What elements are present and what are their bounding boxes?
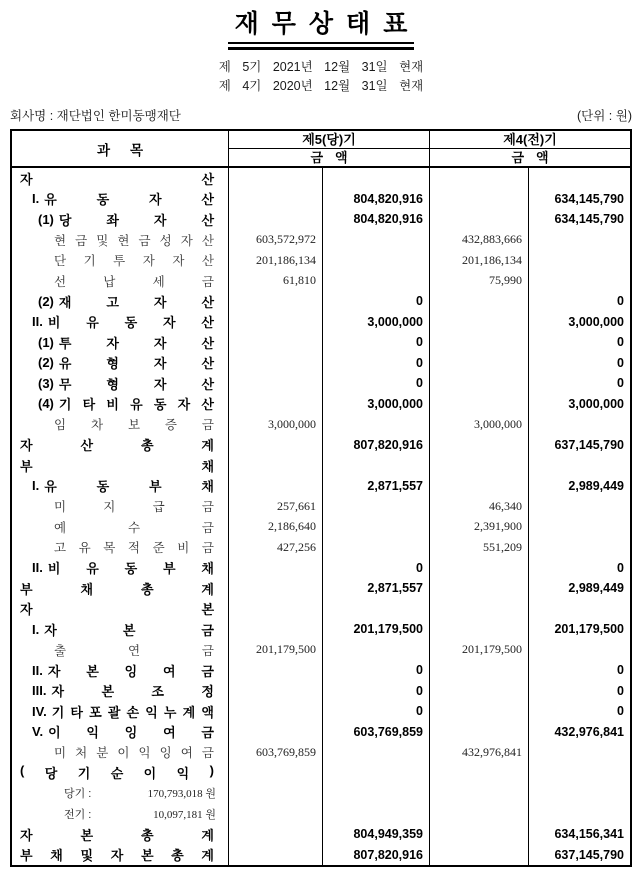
col-header-account (12, 131, 228, 166)
col-header-account-label: 과목 (96, 142, 164, 158)
account-name: 선 납 세 금 (54, 274, 214, 289)
account-name: 부 채 (20, 458, 214, 474)
value-cell-period4-detail (429, 455, 528, 476)
value-cell-period5-total: 804,820,916 (322, 209, 429, 230)
account-name: 고 유 목 적 준 비 금 (54, 541, 214, 556)
value-cell-period5-total (322, 804, 429, 825)
value-cell-period4-detail (429, 619, 528, 640)
value-cell-period5-detail: 603,769,859 (228, 742, 322, 763)
value-cell-period4-total: 0 (528, 681, 630, 702)
value-cell-period4-total: 637,145,790 (528, 435, 630, 456)
account-name: ( 당 기 순 이 익 ) (20, 763, 214, 782)
account-label (12, 660, 228, 681)
value-cell-period4-detail: 3,000,000 (429, 414, 528, 435)
value-cell-period4-detail (429, 804, 528, 825)
table-row (12, 558, 630, 579)
value-cell-period5-detail (228, 701, 322, 722)
value-cell-period5-total: 807,820,916 (322, 435, 429, 456)
account-label (12, 599, 228, 620)
value-cell-period5-detail (228, 373, 322, 394)
table-row (12, 517, 630, 538)
note-label: 전기 : (64, 808, 92, 821)
table-row (12, 353, 630, 374)
value-cell-period4-total (528, 763, 630, 784)
value-cell-period5-total (322, 599, 429, 620)
account-name: 유 동 자 산 (44, 192, 214, 208)
value-cell-period5-total: 0 (322, 660, 429, 681)
value-cell-period4-detail: 46,340 (429, 496, 528, 517)
table-row (12, 496, 630, 517)
value-cell-period5-detail (228, 209, 322, 230)
value-cell-period4-detail (429, 209, 528, 230)
table-row (12, 681, 630, 702)
value-cell-period5-total (322, 783, 429, 804)
value-cell-period5-total: 3,000,000 (322, 394, 429, 415)
value-cell-period4-total: 0 (528, 291, 630, 312)
value-cell-period4-detail (429, 722, 528, 743)
account-name: 자 본 금 (44, 622, 214, 638)
account-prefix: (4) (38, 396, 54, 412)
value-cell-period4-detail (429, 824, 528, 845)
account-label (12, 640, 228, 661)
account-prefix: (1) (38, 211, 54, 227)
table-row (12, 435, 630, 456)
account-label (12, 619, 228, 640)
value-cell-period4-detail (429, 312, 528, 333)
account-label (12, 455, 228, 476)
value-cell-period4-total: 3,000,000 (528, 312, 630, 333)
table-row (12, 332, 630, 353)
account-name: 예 수 금 (54, 520, 214, 535)
title-underline (228, 42, 414, 50)
value-cell-period5-detail (228, 476, 322, 497)
account-label (12, 414, 228, 435)
value-cell-period4-total: 432,976,841 (528, 722, 630, 743)
value-cell-period5-total: 2,871,557 (322, 578, 429, 599)
value-cell-period5-detail: 427,256 (228, 537, 322, 558)
value-cell-period5-total: 0 (322, 332, 429, 353)
account-prefix: II. (32, 560, 43, 576)
value-cell-period5-detail: 201,186,134 (228, 250, 322, 271)
net-income-note (12, 804, 228, 825)
value-cell-period4-detail (429, 332, 528, 353)
value-cell-period4-total: 0 (528, 701, 630, 722)
table-row (12, 619, 630, 640)
value-cell-period5-total (322, 742, 429, 763)
account-name: 비 유 동 부 채 (47, 561, 214, 577)
value-cell-period5-total (322, 250, 429, 271)
account-name: 유 동 부 채 (44, 479, 214, 495)
value-cell-period5-detail (228, 189, 322, 210)
account-name: 기 타 비 유 동 자 산 (58, 397, 214, 413)
account-name: 비 유 동 자 산 (47, 315, 214, 331)
value-cell-period4-total (528, 804, 630, 825)
value-cell-period4-detail: 432,883,666 (429, 230, 528, 251)
account-name: 미 지 급 금 (54, 500, 214, 515)
table-row (12, 373, 630, 394)
value-cell-period5-total (322, 640, 429, 661)
value-cell-period5-detail: 257,661 (228, 496, 322, 517)
table-row (12, 189, 630, 210)
value-cell-period5-detail: 603,572,972 (228, 230, 322, 251)
value-cell-period4-total (528, 783, 630, 804)
value-cell-period5-detail (228, 558, 322, 579)
value-cell-period4-total: 634,145,790 (528, 209, 630, 230)
account-label (12, 476, 228, 497)
account-name: 자 본 총 계 (20, 827, 214, 843)
value-cell-period4-total: 634,156,341 (528, 824, 630, 845)
account-label (12, 373, 228, 394)
value-cell-period5-total (322, 537, 429, 558)
value-cell-period5-detail (228, 763, 322, 784)
value-cell-period4-detail (429, 373, 528, 394)
value-cell-period5-total (322, 763, 429, 784)
value-cell-period4-total: 0 (528, 353, 630, 374)
value-cell-period5-total (322, 271, 429, 292)
account-label (12, 394, 228, 415)
account-label (12, 168, 228, 189)
account-name: 단 기 투 자 자 산 (54, 254, 214, 269)
table-row (12, 742, 630, 763)
account-label (12, 578, 228, 599)
account-name: 투 자 자 산 (58, 335, 214, 351)
col-header-period5-group (228, 131, 429, 166)
info-row (10, 106, 632, 124)
note-value: 170,793,018 원 (147, 788, 216, 801)
account-name: 자 본 잉 여 금 (47, 663, 214, 679)
table-body (12, 168, 630, 865)
value-cell-period4-detail: 75,990 (429, 271, 528, 292)
value-cell-period5-total: 0 (322, 373, 429, 394)
value-cell-period5-total (322, 496, 429, 517)
table-row (12, 783, 630, 804)
value-cell-period4-detail (429, 763, 528, 784)
value-cell-period5-total: 2,871,557 (322, 476, 429, 497)
value-cell-period5-total: 201,179,500 (322, 619, 429, 640)
table-row (12, 537, 630, 558)
value-cell-period5-detail (228, 599, 322, 620)
value-cell-period4-total (528, 455, 630, 476)
account-prefix: I. (32, 478, 40, 494)
value-cell-period4-total (528, 742, 630, 763)
account-name: 기 타 포 괄 손 익 누 계 액 (51, 704, 214, 720)
period-line-prior: 제 4기 2020년 12월 31일 현재 (218, 79, 424, 93)
value-cell-period5-detail (228, 168, 322, 189)
value-cell-period4-detail (429, 783, 528, 804)
value-cell-period4-detail (429, 578, 528, 599)
col-header-period4-group (429, 131, 630, 166)
value-cell-period4-detail (429, 681, 528, 702)
table-row (12, 660, 630, 681)
value-cell-period5-detail (228, 312, 322, 333)
account-label (12, 332, 228, 353)
value-cell-period4-total: 3,000,000 (528, 394, 630, 415)
company-name: 회사명 : 재단법인 한미동맹재단 (10, 109, 181, 123)
value-cell-period5-detail (228, 291, 322, 312)
value-cell-period5-total (322, 517, 429, 538)
value-cell-period4-detail (429, 435, 528, 456)
value-cell-period5-detail (228, 804, 322, 825)
account-label (12, 291, 228, 312)
account-name: 자 산 총 계 (20, 438, 214, 454)
value-cell-period5-total: 0 (322, 701, 429, 722)
value-cell-period4-total (528, 599, 630, 620)
table-row (12, 578, 630, 599)
table-row (12, 701, 630, 722)
value-cell-period5-detail: 61,810 (228, 271, 322, 292)
account-name: 자 본 (20, 602, 214, 618)
value-cell-period4-detail (429, 353, 528, 374)
account-label (12, 763, 228, 784)
table-row (12, 271, 630, 292)
value-cell-period4-total: 637,145,790 (528, 845, 630, 866)
account-name: 이 익 잉 여 금 (48, 725, 214, 741)
account-label (12, 353, 228, 374)
account-prefix: III. (32, 683, 47, 699)
value-cell-period5-total: 804,820,916 (322, 189, 429, 210)
account-label (12, 250, 228, 271)
table-row (12, 250, 630, 271)
value-cell-period4-detail (429, 558, 528, 579)
account-label (12, 517, 228, 538)
table-row (12, 599, 630, 620)
table-header (12, 131, 630, 168)
value-cell-period5-detail (228, 845, 322, 866)
table-row (12, 845, 630, 866)
value-cell-period4-detail: 551,209 (429, 537, 528, 558)
account-name: 당 좌 자 산 (58, 212, 214, 228)
table-row (12, 804, 630, 825)
table-row (12, 209, 630, 230)
table-row (12, 394, 630, 415)
value-cell-period5-total: 807,820,916 (322, 845, 429, 866)
net-income-note (12, 783, 228, 804)
account-name: 재 고 자 산 (58, 294, 214, 310)
value-cell-period4-total: 2,989,449 (528, 476, 630, 497)
value-cell-period5-total: 804,949,359 (322, 824, 429, 845)
account-name: 부 채 및 자 본 총 계 (20, 848, 214, 864)
value-cell-period5-total: 0 (322, 558, 429, 579)
period-line-current: 제 5기 2021년 12월 31일 현재 (218, 60, 424, 74)
value-cell-period5-detail: 201,179,500 (228, 640, 322, 661)
unit-label: (단위 : 원) (577, 109, 632, 123)
value-cell-period4-total (528, 640, 630, 661)
value-cell-period5-detail: 2,186,640 (228, 517, 322, 538)
value-cell-period5-total: 603,769,859 (322, 722, 429, 743)
value-cell-period4-detail: 2,391,900 (429, 517, 528, 538)
table-row (12, 312, 630, 333)
value-cell-period4-detail (429, 168, 528, 189)
table-row (12, 168, 630, 189)
value-cell-period5-total: 0 (322, 681, 429, 702)
value-cell-period5-total (322, 414, 429, 435)
value-cell-period4-total (528, 537, 630, 558)
table-row (12, 824, 630, 845)
col-header-amount-period5: 금액 (310, 150, 360, 165)
account-label (12, 435, 228, 456)
account-label (12, 271, 228, 292)
value-cell-period5-total (322, 230, 429, 251)
value-cell-period4-total: 0 (528, 558, 630, 579)
account-name: 현 금 및 현 금 성 자 산 (54, 233, 214, 248)
value-cell-period5-detail (228, 660, 322, 681)
account-prefix: IV. (32, 703, 47, 719)
value-cell-period5-total: 0 (322, 353, 429, 374)
value-cell-period4-detail (429, 660, 528, 681)
table-row (12, 640, 630, 661)
value-cell-period4-total: 634,145,790 (528, 189, 630, 210)
account-label (12, 209, 228, 230)
account-name: 무 형 자 산 (58, 376, 214, 392)
value-cell-period4-total: 2,989,449 (528, 578, 630, 599)
value-cell-period5-total: 0 (322, 291, 429, 312)
account-label (12, 230, 228, 251)
account-prefix: (1) (38, 334, 54, 350)
value-cell-period4-total: 201,179,500 (528, 619, 630, 640)
account-prefix: (2) (38, 355, 54, 371)
account-label (12, 189, 228, 210)
value-cell-period4-total: 0 (528, 660, 630, 681)
value-cell-period5-detail (228, 783, 322, 804)
value-cell-period4-detail: 201,186,134 (429, 250, 528, 271)
value-cell-period4-total (528, 230, 630, 251)
table-row (12, 476, 630, 497)
account-prefix: (3) (38, 375, 54, 391)
value-cell-period5-detail (228, 353, 322, 374)
value-cell-period4-detail (429, 701, 528, 722)
value-cell-period4-detail (429, 394, 528, 415)
value-cell-period5-total (322, 168, 429, 189)
value-cell-period4-total: 0 (528, 373, 630, 394)
account-prefix: I. (32, 191, 40, 207)
value-cell-period5-detail (228, 455, 322, 476)
account-name: 임 차 보 증 금 (54, 418, 214, 433)
account-label (12, 496, 228, 517)
balance-sheet-table (10, 129, 632, 867)
col-header-amount-period4: 금액 (511, 150, 561, 165)
note-label: 당기 : (64, 788, 92, 801)
value-cell-period5-detail (228, 824, 322, 845)
value-cell-period4-total (528, 496, 630, 517)
account-prefix: (2) (38, 293, 54, 309)
account-label (12, 537, 228, 558)
account-name: 유 형 자 산 (58, 356, 214, 372)
table-row (12, 722, 630, 743)
account-label (12, 312, 228, 333)
table-row (12, 763, 630, 784)
account-label (12, 845, 228, 866)
account-name: 자 본 조 정 (51, 684, 214, 700)
account-name: 출 연 금 (54, 643, 214, 658)
account-label (12, 824, 228, 845)
table-row (12, 230, 630, 251)
value-cell-period4-detail: 201,179,500 (429, 640, 528, 661)
value-cell-period4-total (528, 168, 630, 189)
account-label (12, 681, 228, 702)
value-cell-period4-total (528, 271, 630, 292)
value-cell-period5-detail (228, 681, 322, 702)
value-cell-period5-detail (228, 394, 322, 415)
note-value: 10,097,181 원 (153, 808, 216, 821)
value-cell-period5-detail (228, 332, 322, 353)
account-label (12, 701, 228, 722)
account-label (12, 742, 228, 763)
table-row (12, 414, 630, 435)
value-cell-period4-total (528, 250, 630, 271)
value-cell-period5-detail (228, 435, 322, 456)
table-row (12, 291, 630, 312)
account-name: 자 산 (20, 171, 214, 187)
account-prefix: V. (32, 724, 44, 740)
page-title: 재무상태표 (234, 10, 421, 38)
col-header-period4: 제4(전)기 (430, 131, 630, 149)
col-header-period5: 제5(당)기 (229, 131, 429, 149)
value-cell-period4-detail (429, 189, 528, 210)
value-cell-period4-detail (429, 291, 528, 312)
value-cell-period5-detail (228, 722, 322, 743)
account-prefix: II. (32, 314, 43, 330)
account-prefix: I. (32, 621, 40, 637)
value-cell-period5-detail (228, 578, 322, 599)
account-prefix: II. (32, 662, 43, 678)
value-cell-period4-total (528, 517, 630, 538)
account-name: 부 채 총 계 (20, 581, 214, 597)
value-cell-period4-total (528, 414, 630, 435)
value-cell-period4-detail (429, 599, 528, 620)
value-cell-period4-detail: 432,976,841 (429, 742, 528, 763)
value-cell-period5-detail: 3,000,000 (228, 414, 322, 435)
account-label (12, 558, 228, 579)
value-cell-period4-detail (429, 476, 528, 497)
value-cell-period5-detail (228, 619, 322, 640)
value-cell-period4-total: 0 (528, 332, 630, 353)
value-cell-period5-total (322, 455, 429, 476)
account-name: 미 처 분 이 익 잉 여 금 (54, 746, 214, 761)
account-label (12, 722, 228, 743)
value-cell-period4-detail (429, 845, 528, 866)
table-row (12, 455, 630, 476)
value-cell-period5-total: 3,000,000 (322, 312, 429, 333)
